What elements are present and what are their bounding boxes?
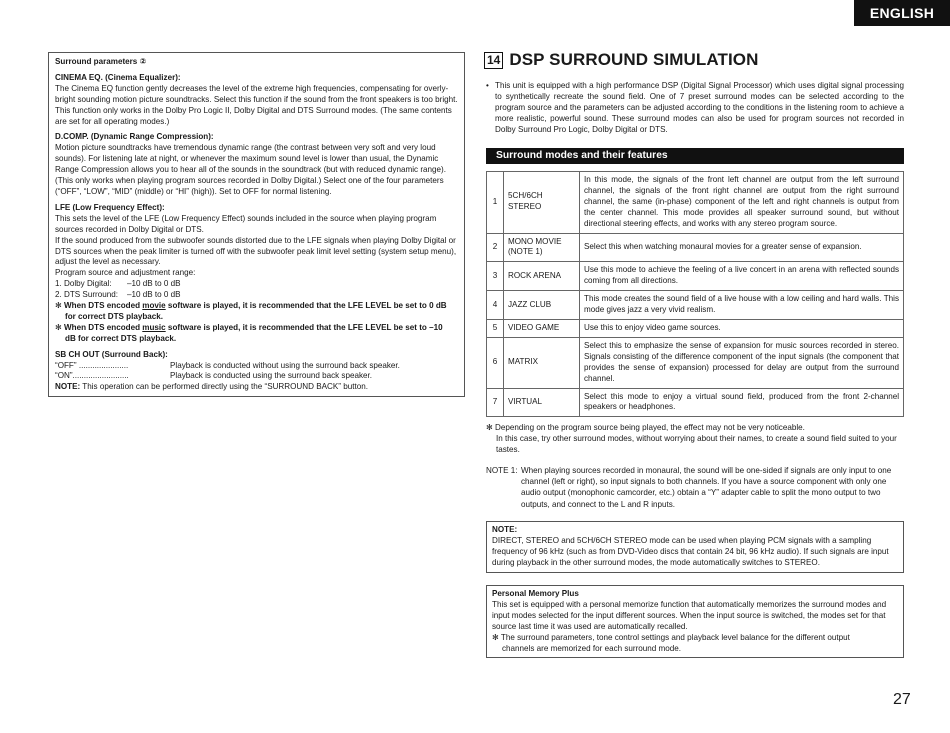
table-row (487, 262, 904, 291)
mode-description: Use this to enjoy video game sources. (580, 319, 904, 337)
mode-number: 3 (487, 262, 504, 291)
mode-name: VIRTUAL (504, 388, 580, 417)
personal-memory-star-2: channels are memorized for each surround mode. (502, 643, 682, 653)
section-title: DSP SURROUND SIMULATION (509, 50, 759, 69)
sbch-on-row: “ON”......................... Playback is conducted using the surround back speaker. (55, 371, 373, 381)
personal-memory-star: ✻ The surround parameters, tone control settings and playback level balance for the different output (492, 632, 850, 642)
mode-description: This mode creates the sound field of a live house with a low ceiling and hard walls. This mode gives jazz a very vivid realism. (580, 291, 904, 320)
table-row (487, 337, 904, 388)
table-row (487, 388, 904, 417)
surround-modes-table (486, 171, 904, 417)
cinema-eq-text-1: The Cinema EQ function gently decreases the level of the extreme high frequencies, compensating for overly-bright sounding motion picture soundtracks. Select this function if the sound from the front speakers is too bright. (55, 83, 458, 104)
mode-name: ROCK ARENA (504, 262, 580, 291)
lfe-title: LFE (Low Frequency Effect): (55, 202, 165, 212)
mode-name: JAZZ CLUB (504, 291, 580, 320)
personal-memory-box (486, 585, 904, 658)
sbch-title: SB CH OUT (Surround Back): (55, 349, 168, 359)
pcm-note-box (486, 521, 904, 573)
note-box-title: NOTE: (492, 525, 518, 534)
table-row (487, 172, 904, 234)
dts-music-warning: ✻ When DTS encoded music software is played, it is recommended that the LFE LEVEL be set to –10 dB for correct DTS playback. (55, 322, 443, 343)
mode-name: 5CH/6CH STEREO (504, 172, 580, 234)
mode-description: Use this mode to achieve the feeling of a live concert in an arena with reflected sounds coming from all directions. (580, 262, 904, 291)
range-row-dolby (55, 279, 458, 290)
intro-paragraph: • This unit is equipped with a high performance DSP (Digital Signal Processor) which uses digital signal processing to synthetically recreate the sound field. One of 7 preset surround modes can be selected according to the program source and the parameters can be adjusted according to the conditions in the listening room to achieve a more realistic, powerful sound. These surround modes can also be used for program sources not recorded in Dolby Surround Pro Logic, Dolby Digital or DTS. (486, 81, 904, 134)
surround-params-title: Surround parameters ② (55, 57, 147, 66)
range-label: 1. Dolby Digital: (55, 279, 112, 289)
cinema-eq-title: CINEMA EQ. (Cinema Equalizer): (55, 72, 181, 82)
mode-number: 7 (487, 388, 504, 417)
mode-number: 6 (487, 337, 504, 388)
lfe-text-3: Program source and adjustment range: (55, 268, 196, 278)
note-box-text: DIRECT, STEREO and 5CH/6CH STEREO mode can be used when playing PCM signals with a sampling frequency of 96 kHz (such as from DVD-Video discs that contain 24 bit, 96 kHz audio). If such signals are input during playback in the other surround modes, the mode automatically switches to STEREO. (492, 535, 889, 567)
depending-note: ✻ Depending on the program source being played, the effect may not be very noticeable. In this case, try other surround modes, without worrying about their names, to create a sound field suited to your tastes. (486, 423, 897, 455)
sbch-note: NOTE: This operation can be performed directly using the “SURROUND BACK” button. (55, 382, 368, 392)
table-row (487, 319, 904, 337)
bullet-icon: • (486, 81, 489, 90)
personal-memory-text: This set is equipped with a personal memorize function that automatically memorizes the surround modes and input modes selected for the input different sources. When the input source is switched, the modes set for that source last time it was used are automatically recalled. (492, 599, 887, 631)
mode-description: In this mode, the signals of the front left channel are output from the left surround channel, the signals of the front right channel are output from the right surround channel, the same (in-phase) component of the left and right channels is output from the center channel. This mode provides all speaker surround sound, but without directional steering effects, and works with any stereo program source. (580, 172, 904, 234)
range-label: 2. DTS Surround: (55, 290, 118, 300)
dts-movie-warning: ✻ When DTS encoded movie software is played, it is recommended that the LFE LEVEL be set to 0 dB for correct DTS playback. (55, 301, 447, 321)
range-value: –10 dB to 0 dB (127, 290, 181, 300)
mode-description: Select this to emphasize the sense of expansion for music sources recorded in stereo. Signals consisting of the difference component of the input signals (the component that provides the sense of expansion) processed for delay are output from the surround channel. (580, 337, 904, 388)
section-number: 14 (484, 52, 503, 69)
sbch-off-row: “OFF” ...................... Playback is conducted without using the surround back speaker. (55, 360, 400, 370)
dcomp-text: Motion picture soundtracks have tremendous dynamic range (the contrast between very soft and very loud sounds). For listening late at night, or whenever the maximum sound level is lower than usual, the Dynamic Range Compression allows you to hear all of the sounds in the soundtrack (but with reduced dynamic range). (This only works when playing program sources recorded in Dolby Digital.) Select one of the four parameters (“OFF”, “LOW”, “MID” (middle) or “HI” (high)). Set to OFF for normal listening. (55, 143, 446, 196)
table-row (487, 291, 904, 320)
surround-parameters-box (48, 52, 465, 397)
table-row (487, 233, 904, 262)
personal-memory-title: Personal Memory Plus (492, 589, 579, 598)
cinema-eq-text-2: This function only works in the Dolby Pro Logic II, Dolby Digital and DTS Surround modes. (The same contents are set for all operating modes.) (55, 105, 452, 126)
note-1-label: NOTE 1: (486, 466, 518, 475)
table-title-bar: Surround modes and their features (486, 148, 904, 164)
note-1-text: When playing sources recorded in monaural, the sound will be one-sided if signals are only input to one channel (left or right), so input signals to both channels. If you have a source component with only one audio output (monophonic camcorder, etc.) obtain a “Y” adapter cable to split the mono output to two outputs, and connect to the L and R inputs. (521, 466, 892, 509)
mode-number: 5 (487, 319, 504, 337)
page-number: 27 (893, 691, 911, 708)
mode-number: 1 (487, 172, 504, 234)
mode-number: 4 (487, 291, 504, 320)
dcomp-title: D.COMP. (Dynamic Range Compression): (55, 132, 214, 142)
mode-name: MONO MOVIE (NOTE 1) (504, 233, 580, 262)
lfe-text-2: If the sound produced from the subwoofer sounds distorted due to the LFE signals when playing Dolby Digital or DTS sources when the peak limiter is turned off with the subwoofer peak limit level setting (system setup menu), adjust the level as necessary. (55, 235, 457, 267)
mode-name: MATRIX (504, 337, 580, 388)
lfe-text-1: This sets the level of the LFE (Low Frequency Effect) sounds included in the source when playing program sources recorded in Dolby Digital or DTS. (55, 213, 437, 234)
section-heading (484, 50, 758, 70)
note-1 (486, 465, 904, 510)
mode-number: 2 (487, 233, 504, 262)
language-tab: ENGLISH (854, 0, 950, 26)
mode-name: VIDEO GAME (504, 319, 580, 337)
mode-description: Select this when watching monaural movies for a greater sense of expansion. (580, 233, 904, 262)
mode-description: Select this mode to enjoy a virtual sound field, produced from the front 2-channel speakers or headphones. (580, 388, 904, 417)
range-row-dts (55, 290, 458, 301)
range-value: –10 dB to 0 dB (127, 279, 181, 289)
